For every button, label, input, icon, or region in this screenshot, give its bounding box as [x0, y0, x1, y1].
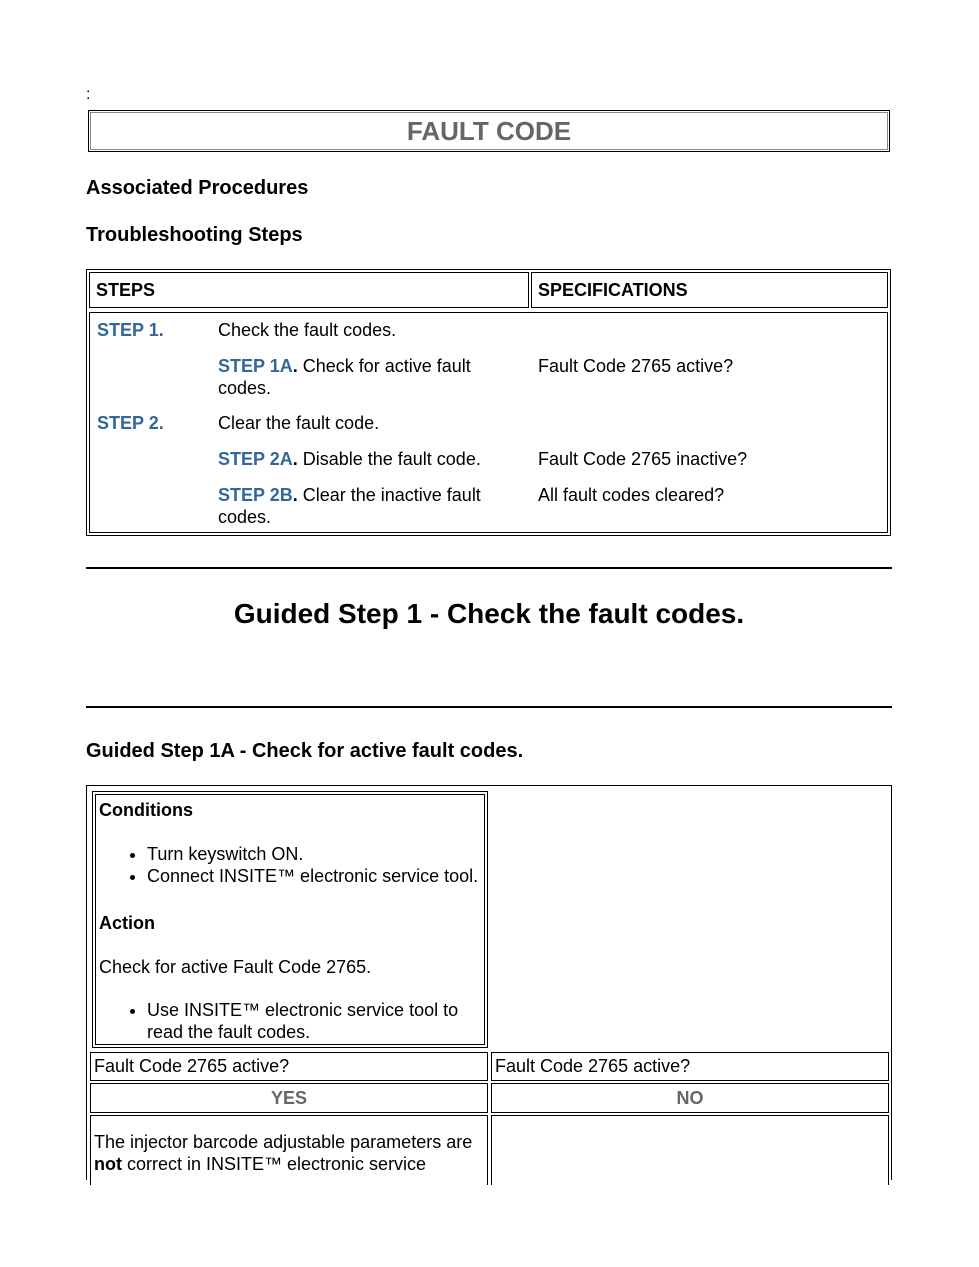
- divider-1: [86, 567, 892, 569]
- step-2a-line: [218, 448, 481, 470]
- action-label: Action: [99, 913, 155, 933]
- step-2-link[interactable]: STEP 2.: [97, 413, 164, 433]
- specifications-header: SPECIFICATIONS: [531, 272, 888, 308]
- guided-step-1a-table: [86, 785, 892, 1180]
- conditions-list: [99, 843, 483, 887]
- step-2b-line2: codes.: [218, 507, 272, 527]
- action-list: [99, 999, 483, 1043]
- divider-2: [86, 706, 892, 708]
- step-1a-sep: .: [292, 356, 298, 376]
- step-1a-text: Check for active fault: [297, 356, 471, 376]
- step-1-link[interactable]: STEP 1.: [97, 320, 164, 340]
- no-answer-cell: [491, 1115, 889, 1185]
- steps-table: [86, 269, 891, 536]
- step-2a-link[interactable]: STEP 2A: [218, 449, 293, 469]
- step-1a-line2: codes.: [218, 378, 272, 398]
- action-text: Check for active Fault Code 2765.: [99, 957, 372, 977]
- step-2b-link[interactable]: STEP 2B: [218, 485, 293, 505]
- step-2a-sep: .: [292, 449, 298, 469]
- steps-header: STEPS: [89, 272, 529, 308]
- yes-answer-part2: correct in INSITE™ electronic service: [121, 1154, 427, 1174]
- step-2b-line1: [218, 484, 481, 506]
- action-item: • Use INSITE™ electronic service tool to read the fault codes.: [147, 999, 483, 1043]
- step-1-text: Check the fault codes.: [218, 320, 397, 340]
- troubleshooting-steps-heading: Troubleshooting Steps: [86, 224, 303, 246]
- fault-code-title: FAULT CODE: [406, 116, 572, 146]
- condition-item: • Turn keyswitch ON.: [147, 843, 483, 865]
- fault-code-title-box: [88, 110, 890, 152]
- associated-procedures-heading: Associated Procedures: [86, 177, 309, 199]
- conditions-label: Conditions: [99, 800, 193, 820]
- condition-item: • Connect INSITE™ electronic service tool.: [147, 865, 483, 887]
- guided-step-1-title: Guided Step 1 - Check the fault codes.: [233, 598, 745, 629]
- step-1a-spec: Fault Code 2765 active?: [538, 356, 734, 376]
- guided-step-1a-title: Guided Step 1A - Check for active fault codes.: [86, 740, 524, 762]
- step-1a-link[interactable]: STEP 1A: [218, 356, 293, 376]
- yes-answer-bold: not: [94, 1154, 122, 1174]
- stray-colon: :: [86, 86, 91, 103]
- yes-answer-text: [94, 1131, 486, 1175]
- yes-answer-part1: The injector barcode adjustable parameters are: [94, 1132, 473, 1152]
- no-header: NO: [491, 1083, 889, 1113]
- steps-body: [89, 312, 888, 533]
- step-1a-line1: [218, 355, 471, 377]
- step-2a-spec: Fault Code 2765 inactive?: [538, 449, 748, 469]
- step-2b-spec: All fault codes cleared?: [538, 485, 725, 505]
- step-2-text: Clear the fault code.: [218, 413, 380, 433]
- question-left: Fault Code 2765 active?: [90, 1052, 488, 1081]
- yes-header: YES: [90, 1083, 488, 1113]
- step-2b-sep: .: [292, 485, 298, 505]
- question-right: Fault Code 2765 active?: [491, 1052, 889, 1081]
- step-2b-text: Clear the inactive fault: [297, 485, 481, 505]
- step-2a-text: Disable the fault code.: [297, 449, 481, 469]
